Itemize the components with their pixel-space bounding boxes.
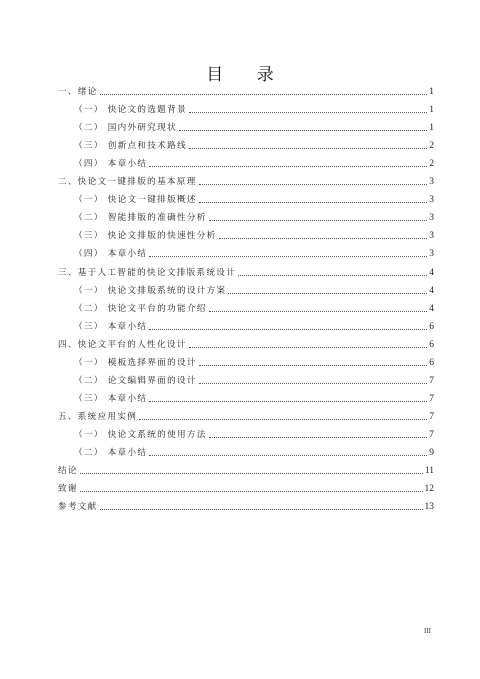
toc-entry-page: 1 xyxy=(429,87,434,97)
toc-leader-dots xyxy=(209,310,428,312)
toc-leader-dots xyxy=(189,111,427,113)
toc-entry-page: 4 xyxy=(429,303,434,314)
toc-leader-dots xyxy=(228,292,427,294)
toc-entry-label: （二） 智能排版的准确性分析 xyxy=(74,213,207,224)
toc-leader-dots xyxy=(209,219,428,221)
toc-entry-label: （二） 快论文平台的功能介绍 xyxy=(74,303,207,314)
toc-leader-dots xyxy=(219,237,428,239)
toc-leader-dots xyxy=(209,436,428,438)
toc-leader-dots xyxy=(149,165,427,167)
toc-entry[interactable] xyxy=(58,337,434,351)
toc-entry[interactable] xyxy=(58,301,434,315)
toc-entry[interactable] xyxy=(58,481,434,495)
page-title: 目 录 xyxy=(206,65,288,85)
toc-entry-label: 参考文献 xyxy=(58,502,98,513)
toc-entry-label: 一、绪论 xyxy=(58,87,98,97)
toc-entry[interactable] xyxy=(58,391,434,405)
toc-entry-page: 13 xyxy=(424,502,434,513)
toc-entry-page: 6 xyxy=(429,339,434,350)
toc-entry-label: （三） 快论文排版的快速性分析 xyxy=(74,231,217,242)
toc-leader-dots xyxy=(179,129,427,131)
toc-entry-page: 3 xyxy=(429,249,434,260)
toc-leader-dots xyxy=(149,400,427,402)
toc-entry-label: （一） 快论文系统的使用方法 xyxy=(74,429,207,440)
toc-entry-label: （四） 本章小结 xyxy=(74,249,148,260)
toc-entry[interactable] xyxy=(58,463,434,477)
toc-entry[interactable] xyxy=(58,120,434,134)
toc-entry-page: 11 xyxy=(424,466,434,477)
toc-entry-label: （二） 国内外研究现状 xyxy=(74,123,177,134)
toc-entry[interactable] xyxy=(58,138,434,152)
toc-leader-dots xyxy=(189,346,428,348)
toc-entry-label: （三） 创新点和技术路线 xyxy=(74,141,187,152)
toc-leader-dots xyxy=(100,93,428,95)
toc-leader-dots xyxy=(199,364,427,366)
toc-entry-label: 致谢 xyxy=(58,484,78,495)
toc-leader-dots xyxy=(149,454,427,456)
toc-entry-page: 12 xyxy=(424,484,434,495)
toc-entry-page: 4 xyxy=(429,285,434,296)
toc-entry-page: 7 xyxy=(429,429,434,440)
toc-entry-label: （三） 本章小结 xyxy=(74,393,148,404)
toc-leader-dots xyxy=(149,328,427,330)
toc-entry[interactable] xyxy=(58,84,434,98)
toc-leader-dots xyxy=(189,147,427,149)
toc-entry-page: 3 xyxy=(429,231,434,242)
toc-entry-page: 3 xyxy=(429,177,434,188)
toc-entry[interactable] xyxy=(58,265,434,279)
toc-leader-dots xyxy=(139,418,427,420)
toc-entry-label: 三、基于人工智能的快论文排版系统设计 xyxy=(58,267,237,278)
toc-entry[interactable] xyxy=(58,210,434,224)
toc-leader-dots xyxy=(80,490,423,492)
toc-entry[interactable] xyxy=(58,319,434,333)
toc-entry-label: （二） 本章小结 xyxy=(74,448,148,458)
toc-entry-label: （一） 快论文的选题背景 xyxy=(74,105,187,116)
toc-entry[interactable] xyxy=(58,283,434,297)
toc-leader-dots xyxy=(80,472,423,474)
toc-entry[interactable] xyxy=(58,174,434,188)
toc-entry[interactable] xyxy=(58,102,434,116)
toc-entry-page: 2 xyxy=(429,141,434,152)
toc-entry-label: 五、系统应用实例 xyxy=(58,411,138,422)
toc-entry[interactable] xyxy=(58,373,434,387)
toc-entry-label: （四） 本章小结 xyxy=(74,159,148,170)
toc-entry-label: （三） 本章小结 xyxy=(74,321,148,332)
toc-entry-page: 7 xyxy=(429,411,434,422)
toc-leader-dots xyxy=(149,255,427,257)
toc-entry-label: （二） 论文编辑界面的设计 xyxy=(74,375,197,386)
toc-entry-label: （一） 快论文排版系统的设计方案 xyxy=(74,285,227,296)
toc-entry[interactable] xyxy=(58,156,434,170)
toc-leader-dots xyxy=(199,183,428,185)
toc-leader-dots xyxy=(100,508,423,510)
toc-entry-page: 3 xyxy=(429,195,434,206)
toc-entry[interactable] xyxy=(58,409,434,423)
toc-entry-page: 6 xyxy=(429,357,434,368)
toc-entry-label: 结论 xyxy=(58,466,78,477)
toc-entry[interactable] xyxy=(58,192,434,206)
toc-entry-page: 9 xyxy=(429,448,434,458)
toc-entry[interactable] xyxy=(58,499,434,513)
toc-entry-page: 7 xyxy=(429,375,434,386)
page-number: III xyxy=(424,627,431,635)
toc-leader-dots xyxy=(238,274,427,276)
toc-entry[interactable] xyxy=(58,355,434,369)
toc-entry-page: 1 xyxy=(429,123,434,134)
toc-entry-page: 6 xyxy=(429,321,434,332)
toc-entry[interactable] xyxy=(58,445,434,459)
toc-entry-label: 二、快论文一键排版的基本原理 xyxy=(58,177,197,188)
toc-entry-label: （一） 快论文一键排版概述 xyxy=(74,195,197,206)
toc-leader-dots xyxy=(199,201,427,203)
toc-entry-label: 四、快论文平台的人性化设计 xyxy=(58,339,187,350)
toc-entry-label: （一） 模板选择界面的设计 xyxy=(74,357,197,368)
toc-entry[interactable] xyxy=(58,228,434,242)
toc-entry-page: 4 xyxy=(429,267,434,278)
toc-leader-dots xyxy=(199,382,427,384)
toc-entry-page: 7 xyxy=(429,393,434,404)
toc-entry[interactable] xyxy=(58,246,434,260)
toc-entry[interactable] xyxy=(58,427,434,441)
toc-entry-page: 3 xyxy=(429,213,434,224)
toc-entry-page: 2 xyxy=(429,159,434,170)
toc-entry-page: 1 xyxy=(429,105,434,116)
